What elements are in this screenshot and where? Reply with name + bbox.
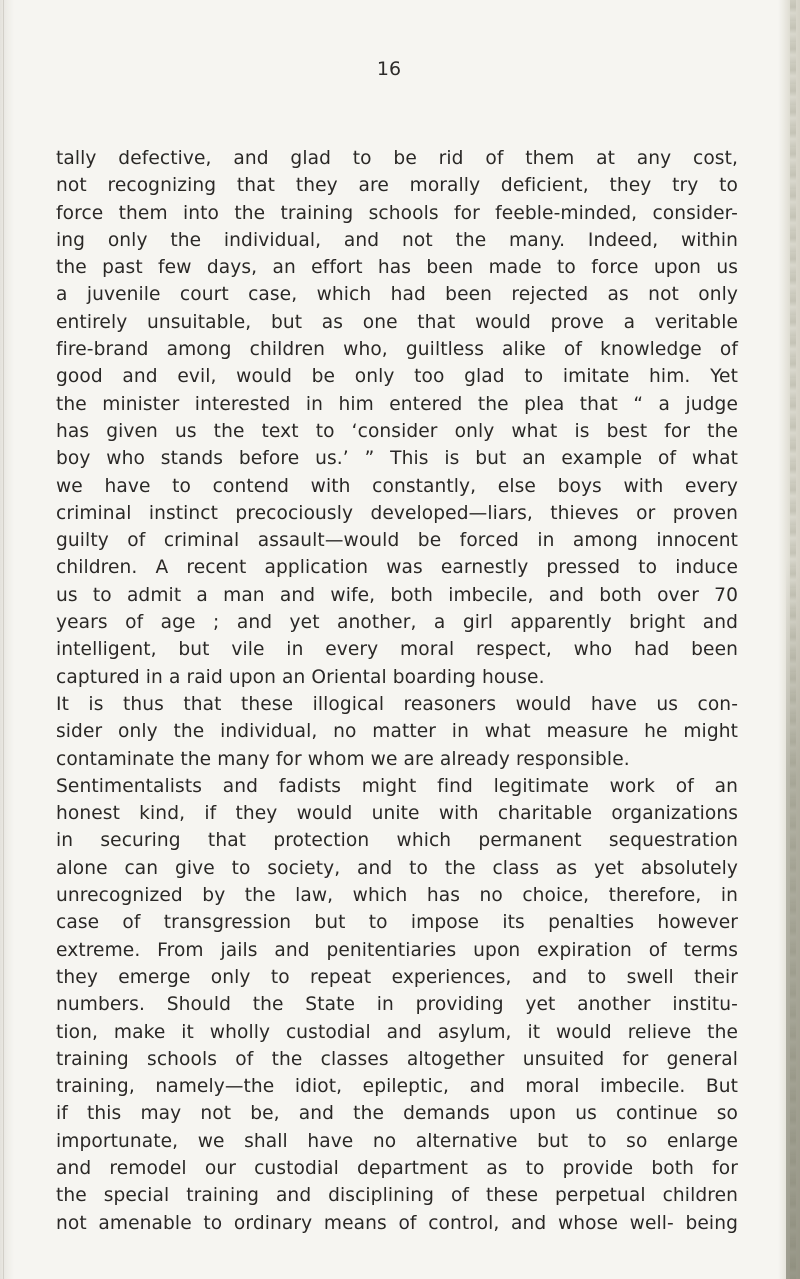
text-line: the special training and disciplining of these perpetual children: [56, 1185, 738, 1207]
text-line: good and evil, would be only too glad to imitate him. Yet: [56, 366, 738, 388]
text-line: they emerge only to repeat experiences, and to swell their: [56, 966, 738, 988]
text-line: children. A recent application was earnestly pressed to induce: [56, 557, 738, 579]
text-line: tion, make it wholly custodial and asylum, it would relieve the: [56, 1021, 738, 1043]
text-line: and remodel our custodial department as to provide both for: [56, 1157, 738, 1179]
text-line: training, namely—the idiot, epileptic, and moral imbecile. But: [56, 1076, 738, 1098]
text-line: extreme. From jails and penitentiaries upon expiration of terms: [56, 939, 738, 961]
text-line: case of transgression but to impose its penalties however: [56, 912, 738, 934]
text-line: force them into the training schools for feeble-minded, consider-: [56, 202, 738, 224]
text-line: a juvenile court case, which had been rejected as not only: [56, 284, 738, 306]
text-line: if this may not be, and the demands upon us continue so: [56, 1103, 738, 1125]
text-line-paragraph-end: captured in a raid upon an Oriental boarding house.: [56, 666, 545, 688]
text-line: numbers. Should the State in providing yet another institu-: [56, 994, 738, 1016]
text-line: the past few days, an effort has been made to force upon us: [56, 257, 738, 279]
text-line-paragraph-start: Sentimentalists and fadists might find legitimate work of an: [56, 775, 738, 797]
text-line: unrecognized by the law, which has no choice, therefore, in: [56, 885, 738, 907]
page-number: 16: [376, 58, 402, 80]
text-line: ing only the individual, and not the many. Indeed, within: [56, 229, 738, 251]
text-line: tally defective, and glad to be rid of them at any cost,: [56, 148, 738, 169]
text-line: years of age ; and yet another, a girl apparently bright and: [56, 612, 738, 634]
text-line: criminal instinct precociously developed—liars, thieves or proven: [56, 502, 738, 524]
text-line: us to admit a man and wife, both imbecile, and both over 70: [56, 584, 738, 606]
text-line: intelligent, but vile in every moral respect, who had been: [56, 639, 738, 661]
text-line: the minister interested in him entered the plea that “ a judge: [56, 393, 738, 415]
text-line: not recognizing that they are morally deficient, they try to: [56, 175, 738, 197]
text-line: importunate, we shall have no alternative but to so enlarge: [56, 1130, 738, 1152]
text-line: has given us the text to ‘consider only what is best for the: [56, 420, 738, 442]
body-text: [56, 145, 738, 1237]
text-line: honest kind, if they would unite with charitable organizations: [56, 803, 738, 825]
text-line: we have to contend with constantly, else boys with every: [56, 475, 738, 497]
text-line: entirely unsuitable, but as one that would prove a veritable: [56, 311, 738, 333]
page-binding-line: [3, 0, 4, 1279]
text-line: fire-brand among children who, guiltless alike of knowledge of: [56, 339, 738, 361]
text-line: not amenable to ordinary means of control, and whose well- being: [56, 1212, 738, 1234]
text-line: in securing that protection which permanent sequestration: [56, 830, 738, 852]
text-line: boy who stands before us.’ ” This is but an example of what: [56, 448, 738, 470]
text-line-paragraph-start: It is thus that these illogical reasoners would have us con-: [56, 693, 738, 715]
text-line: training schools of the classes altogether unsuited for general: [56, 1048, 738, 1070]
text-line: sider only the individual, no matter in what measure he might: [56, 721, 738, 743]
text-line: guilty of criminal assault—would be forced in among innocent: [56, 530, 738, 552]
text-line: alone can give to society, and to the class as yet absolutely: [56, 857, 738, 879]
page-edge-shadow: [786, 560, 800, 1279]
text-line-paragraph-end: contaminate the many for whom we are already responsible.: [56, 748, 630, 770]
